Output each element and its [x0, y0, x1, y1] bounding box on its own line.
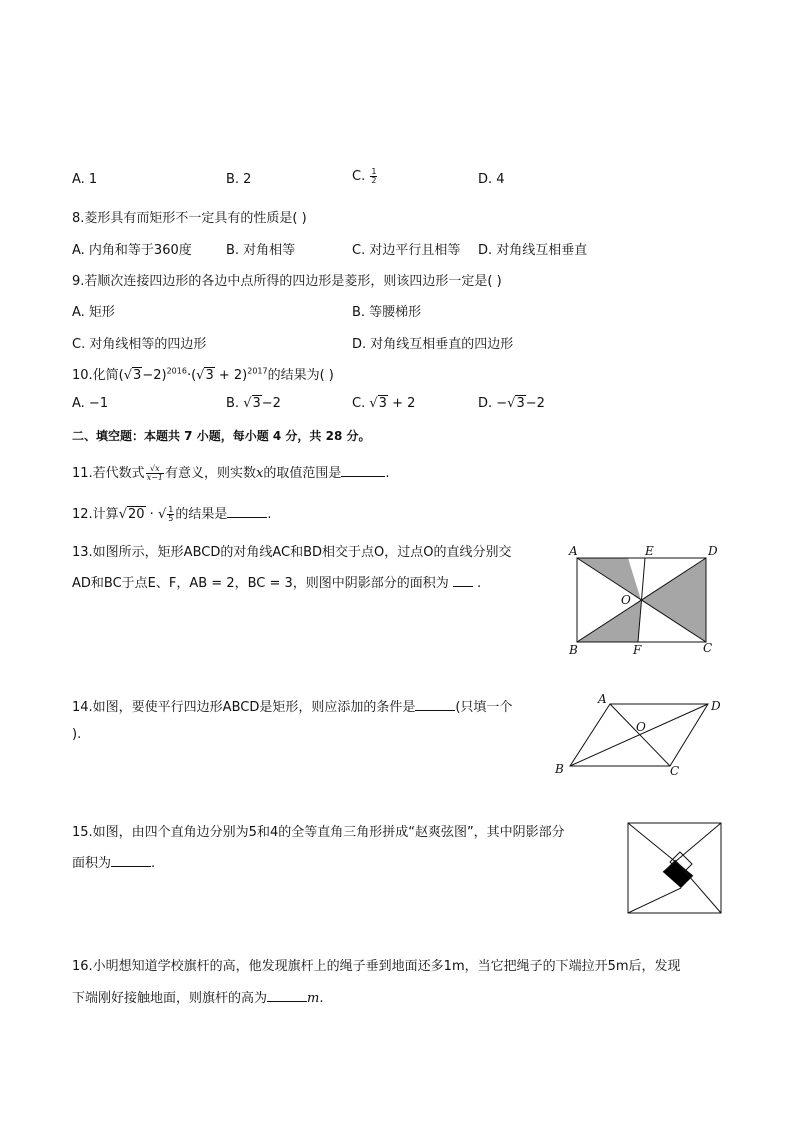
- q10-option-a: A. −1: [72, 396, 109, 411]
- q12-sqrt-20-radicand: 20: [127, 507, 145, 522]
- q10-sqrt-3b: √3: [196, 368, 214, 383]
- q10-option-c-label: C.: [352, 396, 366, 411]
- q7-option-c-fraction: [370, 168, 377, 185]
- q14-label-o: O: [636, 720, 646, 734]
- q13-line2: [72, 572, 481, 591]
- q10-option-c-sqrt: √3: [369, 396, 387, 411]
- q10-sqrt-3a-radicand: 3: [133, 368, 142, 383]
- q7-option-b: B. 2: [226, 172, 252, 187]
- q13-line1: 13.如图所示，矩形ABCD的对角线AC和BD相交于点O，过点O的直线分别交: [72, 545, 512, 560]
- q10-option-b-radicand: 3: [252, 396, 261, 411]
- q11-suffix: 的取值范围是: [263, 466, 342, 481]
- q15-line1: 15.如图，由四个直角边分别为5和4的全等直角三角形拼成“赵爽弦图”，其中阴影部分: [72, 825, 565, 840]
- q7-option-d: D. 4: [478, 172, 505, 187]
- q14-line1-end: (只填一个: [455, 700, 513, 715]
- q8-option-d: D. 对角线互相垂直: [478, 243, 588, 258]
- q11-numerator-radicand: x: [155, 464, 160, 473]
- q15-answer-blank[interactable]: [111, 854, 151, 867]
- q13-label-b: B: [569, 643, 578, 657]
- q13-label-o: O: [621, 593, 631, 607]
- q9-option-c: C. 对角线相等的四边形: [72, 337, 207, 352]
- q16-line2: [72, 987, 323, 1006]
- q12-numerator: 1: [168, 505, 174, 514]
- q11-prefix: 11.若代数式: [72, 466, 145, 481]
- q10-exponent-1: 2016: [166, 366, 187, 376]
- q12-suffix: 的结果是: [175, 507, 228, 522]
- q9-stem: 9.若顺次连接四边形的各边中点所得的四边形是菱形，则该四边形一定是( ): [72, 274, 502, 289]
- q15-segment-4: [628, 888, 681, 913]
- q14-label-b: B: [555, 762, 564, 776]
- q14-diagonal-bd: [570, 704, 708, 766]
- q11-variable: x: [256, 466, 264, 481]
- q14-line2: ).: [72, 727, 82, 742]
- q10-option-d-radicand: 3: [516, 396, 525, 411]
- q16-line1: 16.小明想知道学校旗杆的高，他发现旗杆上的绳子垂到地面还多1m，当它把绳子的下端拉开5m后，发现: [72, 959, 681, 974]
- q14-answer-blank[interactable]: [415, 698, 455, 711]
- q13-label-c: C: [703, 641, 713, 655]
- q10-option-d-rest: −2: [525, 396, 545, 411]
- q13-line2-text: AD和BC于点E、F，AB = 2，BC = 3，则图中阴影部分的面积为: [72, 576, 449, 591]
- q10-option-b-rest: −2: [261, 396, 281, 411]
- q15-end: .: [151, 856, 156, 871]
- q10-option-b-label: B.: [226, 396, 240, 411]
- q10-stem-suffix: 的结果为( ): [267, 368, 334, 383]
- q10-option-d-sqrt: √3: [507, 396, 525, 411]
- q11-fraction: [146, 465, 164, 482]
- q8-option-c: C. 对边平行且相等: [352, 243, 461, 258]
- q7-option-c-numerator: 1: [371, 167, 377, 176]
- q11-end: .: [385, 466, 390, 481]
- q7-option-c: [352, 168, 378, 185]
- q13-shaded-triangle-right: [641, 558, 706, 642]
- q15-line2-text: 面积为: [72, 856, 112, 871]
- q10-sqrt-3a: √3: [123, 368, 142, 383]
- q13-rectangle-figure: [560, 540, 730, 660]
- q11-numerator: √x: [146, 465, 164, 474]
- q16-line2-text: 下端刚好接触地面，则旗杆的高为: [72, 991, 268, 1006]
- q11-stem: [72, 462, 390, 482]
- q8-option-a: A. 内角和等于360度: [72, 243, 192, 258]
- q15-zhaoshuang-figure: [622, 818, 728, 920]
- q12-fraction: [167, 506, 174, 523]
- q12-stem: [72, 503, 271, 523]
- q11-answer-blank[interactable]: [341, 464, 385, 477]
- q15-line2: [72, 852, 155, 871]
- q9-option-d: D. 对角线互相垂直的四边形: [352, 337, 514, 352]
- q14-label-d: D: [711, 699, 721, 713]
- q12-denominator: 5: [168, 514, 174, 523]
- q12-prefix: 12.计算: [72, 507, 119, 522]
- q13-label-f: F: [633, 643, 642, 657]
- q7-option-a: A. 1: [72, 172, 98, 187]
- q7-option-c-denominator: 2: [371, 176, 377, 185]
- q11-denominator: x−1: [146, 473, 163, 482]
- q13-label-e: E: [645, 544, 654, 558]
- q12-end: .: [267, 507, 272, 522]
- q14-label-a: A: [598, 692, 607, 706]
- q7-option-c-label: C.: [352, 169, 366, 184]
- q14-line1-text: 14.如图，要使平行四边形ABCD是矩形，则应添加的条件是: [72, 700, 416, 715]
- q10-stem: [72, 364, 334, 383]
- q14-line1: [72, 696, 512, 715]
- q9-option-b: B. 等腰梯形: [352, 305, 422, 320]
- q16-unit: m.: [307, 991, 324, 1006]
- q11-middle: 有意义，则实数: [165, 466, 257, 481]
- q12-answer-blank[interactable]: [227, 505, 267, 518]
- q10-option-b: [226, 396, 281, 411]
- q10-option-b-sqrt: √3: [243, 396, 261, 411]
- q10-exponent-2: 2017: [247, 366, 268, 376]
- q14-label-c: C: [670, 764, 680, 778]
- q15-segment-1: [628, 823, 693, 876]
- section-heading: 二、填空题：本题共 7 小题，每小题 4 分，共 28 分。: [72, 429, 371, 443]
- q10-option-c-rest: + 2: [387, 396, 416, 411]
- q10-option-d: [478, 396, 545, 411]
- q10-plus-2: + 2): [214, 368, 248, 383]
- q14-parallelogram-figure: [550, 690, 730, 782]
- q13-end: .: [477, 576, 482, 591]
- q12-sqrt-frac: √ $\frac{1}{5}$: [157, 505, 174, 523]
- q16-answer-blank[interactable]: [267, 989, 307, 1002]
- q10-sqrt-3b-radicand: 3: [205, 368, 214, 383]
- q9-option-a: A. 矩形: [72, 305, 115, 320]
- q12-dot: ·: [145, 507, 158, 522]
- q13-answer-blank[interactable]: [453, 574, 473, 587]
- q13-label-a: A: [569, 544, 578, 558]
- q10-option-c-radicand: 3: [378, 396, 387, 411]
- q13-label-d: D: [708, 544, 718, 558]
- q10-minus-2: −2): [142, 368, 167, 383]
- q8-option-b: B. 对角相等: [226, 243, 296, 258]
- q10-option-c: [352, 396, 415, 411]
- q12-sqrt-20: √20: [118, 507, 145, 522]
- q10-stem-prefix: 10.化简(: [72, 368, 124, 383]
- q10-option-d-label: D. −: [478, 396, 508, 411]
- q8-stem: 8.菱形具有而矩形不一定具有的性质是( ): [72, 211, 307, 226]
- q10-dot: ·(: [186, 368, 197, 383]
